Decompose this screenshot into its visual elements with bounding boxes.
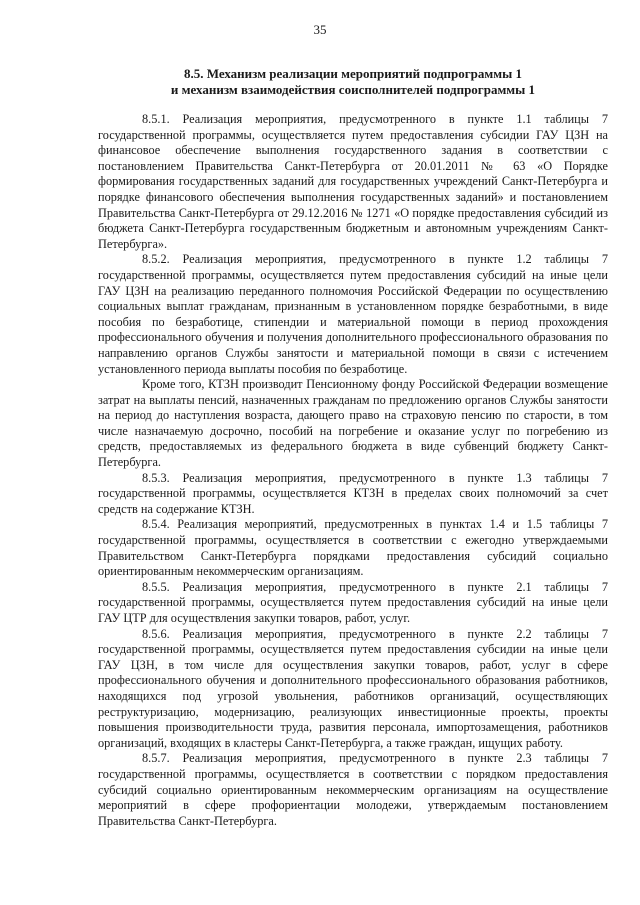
paragraph-8-5-6: 8.5.6. Реализация мероприятия, предусмотренного в пункте 2.2 таблицы 7 государственной программы, осуществляется путем предоставления субсидии на иные цели ГАУ ЦЗН, в том числе для осуществления закупки товаров, работ, услуг в сфере профессионального обучения и дополнительного профессионального образования работников, находящихся под угрозой увольнения, работников организаций, осуществляющих реструктуризацию, модернизацию, реализующих инвестиционные проекты, проекты повышения производительности труда, развития персонала, импортозамещения, работников организаций, входящих в кластеры Санкт-Петербурга, а также граждан, ищущих работу. <box>98 626 608 750</box>
paragraph-8-5-1: 8.5.1. Реализация мероприятия, предусмотренного в пункте 1.1 таблицы 7 государственной программы, осуществляется путем предоставления субсидии ГАУ ЦЗН на финансовое обеспечение выполнения государственного задания в соответствии с постановлением Правительства Санкт-Петербурга от 20.01.2011 № 63 «О Порядке формирования государственных заданий для государственных учреждений Санкт-Петербурга и порядке финансового обеспечения выполнения государственных заданий» и постановлением Правительства Санкт-Петербурга от 29.12.2016 № 1271 «О порядке предоставления субсидий из бюджета Санкт-Петербурга государственным бюджетным и автономным учреждениям Санкт-Петербурга». <box>98 112 608 251</box>
paragraph-ktzn-pension: Кроме того, КТЗН производит Пенсионному фонду Российской Федерации возмещение затрат на выплаты пенсий, назначенных гражданам по предложению органов Службы занятости на период до наступления возраста, дающего право на страховую пенсию по старости, в том числе назначаемую досрочно, пособий на погребение и оказание услуг по погребению из средств, предоставляемых из федерального бюджета в виде субвенций бюджету Санкт-Петербурга. <box>98 377 608 470</box>
section-heading-line-2: и механизм взаимодействия соисполнителей подпрограммы 1 <box>170 82 536 97</box>
section-heading <box>98 66 608 98</box>
section-heading-line-1: 8.5. Механизм реализации мероприятий подпрограммы 1 <box>183 66 523 81</box>
paragraph-8-5-2: 8.5.2. Реализация мероприятия, предусмотренного в пункте 1.2 таблицы 7 государственной программы, осуществляется путем предоставления субсидий на иные цели ГАУ ЦЗН на реализацию переданного полномочия Российской Федерации по осуществлению социальных выплат гражданам, признанным в установленном порядке безработными, в виде пособия по безработице, стипендии и материальной помощи в период прохождения профессионального обучения и получения дополнительного профессионального образования по направлению органов Службы занятости и материальной помощи в связи с истечением установленного периода выплаты пособия по безработице. <box>98 252 608 376</box>
body-text <box>98 112 608 829</box>
page-number: 35 <box>313 22 327 37</box>
paragraph-8-5-5: 8.5.5. Реализация мероприятия, предусмотренного в пункте 2.1 таблицы 7 государственной программы, осуществляется путем предоставления субсидий на иные цели ГАУ ЦТР для осуществления закупки товаров, работ, услуг. <box>98 579 608 625</box>
paragraph-8-5-4: 8.5.4. Реализация мероприятий, предусмотренных в пунктах 1.4 и 1.5 таблицы 7 государственной программы, осуществляется в соответствии с ежегодно утверждаемыми Правительством Санкт-Петербурга порядками предоставления субсидий социально ориентированным некоммерческим организациям. <box>98 517 608 579</box>
paragraph-8-5-7: 8.5.7. Реализация мероприятия, предусмотренного в пункте 2.3 таблицы 7 государственной программы, осуществляется в соответствии с порядком предоставления субсидий социально ориентированным некоммерческим организациям на осуществление мероприятий в сфере профориентации молодежи, утверждаемым постановлением Правительства Санкт-Петербурга. <box>98 751 608 828</box>
paragraph-8-5-3: 8.5.3. Реализация мероприятия, предусмотренного в пункте 1.3 таблицы 7 государственной программы, осуществляется КТЗН в пределах своих полномочий за счет средств на содержание КТЗН. <box>98 470 608 516</box>
